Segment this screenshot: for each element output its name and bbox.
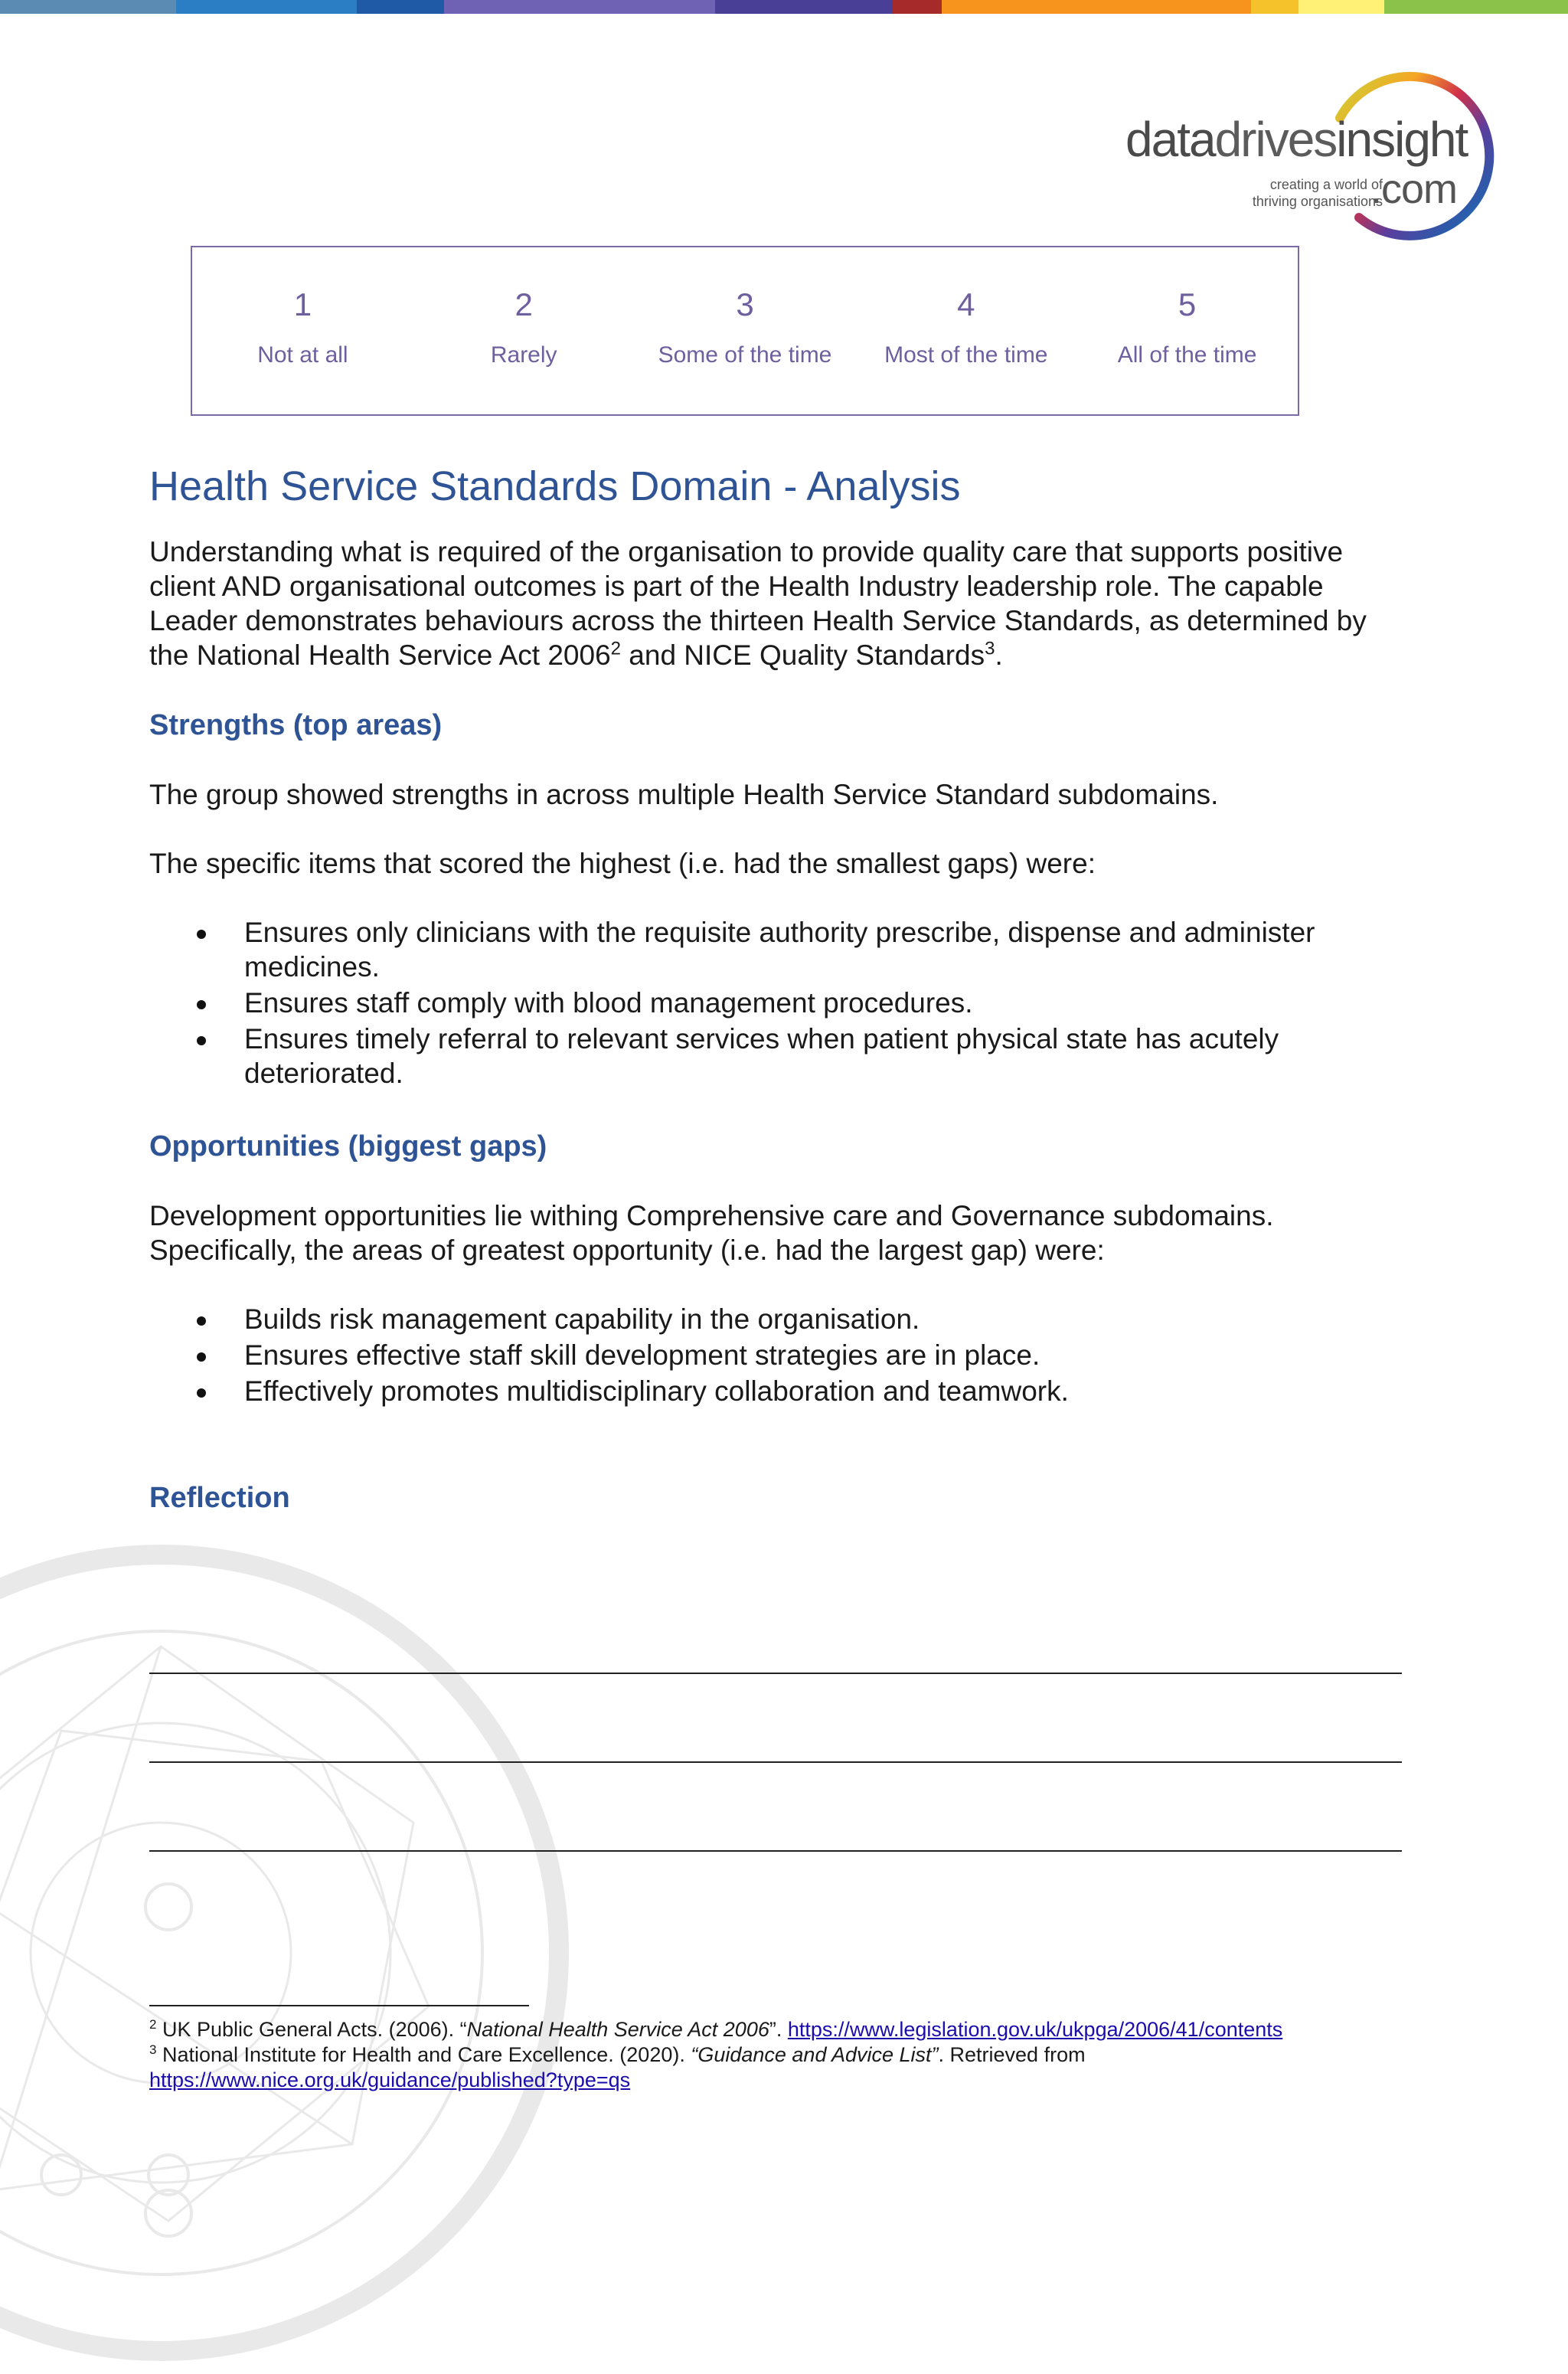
list-item: Ensures effective staff skill development strategies are in place. [149,1338,1405,1372]
strengths-heading: Strengths (top areas) [149,709,443,741]
scale-item [635,247,856,414]
main-content [149,459,1405,1516]
logo-tagline [1179,176,1383,210]
strengths-intro: The specific items that scored the highest (i.e. had the smallest gaps) were: [149,848,1096,879]
logo-tld: .com [1370,166,1458,212]
intro-paragraph [149,535,1405,672]
scale-number: 1 [293,286,312,322]
scale-number: 4 [957,286,975,322]
strip-segment [1298,0,1384,14]
strip-segment [1251,0,1298,14]
rating-scale [191,246,1299,416]
scale-item [1076,247,1298,414]
list-item: Builds risk management capability in the organisation. [149,1302,1405,1336]
reflection-line[interactable] [149,1850,1402,1852]
reflection-heading: Reflection [149,1482,290,1514]
reflection-line[interactable] [149,1673,1402,1674]
strip-segment [893,0,942,14]
footnote-separator [149,2005,529,2006]
company-logo [1118,64,1501,248]
opportunities-heading: Opportunities (biggest gaps) [149,1130,547,1162]
scale-label: Rarely [490,342,557,368]
scale-label: All of the time [1117,342,1257,368]
footnote-text: UK Public General Acts. (2006). “ [156,2018,467,2041]
strip-segment [357,0,444,14]
list-item: Ensures timely referral to relevant services when patient physical state has acutely deteriorated. [149,1022,1405,1091]
logo-tagline-line1: creating a world of [1269,177,1383,192]
strip-segment [1384,0,1568,14]
logo-wordmark [1125,112,1468,167]
strip-segment [176,0,357,14]
list-item: Ensures staff comply with blood management procedures. [149,986,1405,1020]
footnote-text: National Institute for Health and Care Excellence. (2020). [156,2043,691,2066]
scale-item [413,247,635,414]
scale-number: 2 [514,286,533,322]
watermark-graphic [0,1532,582,2374]
footnotes [149,2017,1405,2093]
scale-label: Some of the time [658,342,832,368]
footnote-text: . Retrieved from [938,2043,1086,2066]
footnote-link[interactable]: https://www.nice.org.uk/guidance/published?type=qs [149,2068,631,2091]
intro-text-b: and NICE Quality Standards [621,639,985,671]
logo-word-data: data [1125,112,1215,167]
footnote-number: 3 [149,2042,157,2057]
footnote-link[interactable]: https://www.legislation.gov.uk/ukpga/2006/41/contents [787,2018,1283,2041]
strengths-summary: The group showed strengths in across multiple Health Service Standard subdomains. [149,779,1219,810]
reflection-line[interactable] [149,1761,1402,1763]
top-color-strip [0,0,1568,14]
logo-word-drives: drives [1214,112,1337,167]
list-item: Ensures only clinicians with the requisite authority prescribe, dispense and administer medicines. [149,915,1405,984]
scale-number: 3 [736,286,754,322]
scale-number: 5 [1178,286,1197,322]
strengths-list [149,915,1405,1091]
intro-text-a: Understanding what is required of the organisation to provide quality care that supports positive client AND organisational outcomes is part of the Health Industry leadership role. The capable Leader demonstrates behaviours across the thirteen Health Service Standards, as determined by the National Health Service Act 2006 [149,536,1367,671]
strip-segment [0,0,176,14]
footnote-ref-3[interactable]: 3 [985,638,995,659]
footnote-title: National Health Service Act 2006 [466,2018,769,2041]
footnote-title: “Guidance and Advice List” [691,2043,939,2066]
strip-segment [942,0,1251,14]
strip-segment [444,0,715,14]
opportunities-list [149,1302,1405,1408]
list-item: Effectively promotes multidisciplinary collaboration and teamwork. [149,1374,1405,1408]
footnote-text: ”. [769,2018,788,2041]
logo-word-insight: insight [1336,112,1468,167]
footnote-3 [149,2042,1405,2093]
intro-text-c: . [995,639,1003,671]
footnote-number: 2 [149,2017,157,2032]
logo-tagline-line2: thriving organisations [1252,194,1383,209]
scale-item [855,247,1076,414]
scale-item [192,247,413,414]
scale-label: Most of the time [884,342,1048,368]
strip-segment [715,0,893,14]
footnote-ref-2[interactable]: 2 [610,638,622,659]
footnote-2 [149,2017,1405,2042]
scale-label: Not at all [257,342,348,368]
opportunities-paragraph: Development opportunities lie withing Comprehensive care and Governance subdomains. Specifically, the areas of greatest opportunity (i.e. had the largest gap) were: [149,1200,1274,1266]
page-title: Health Service Standards Domain - Analysis [149,463,961,509]
